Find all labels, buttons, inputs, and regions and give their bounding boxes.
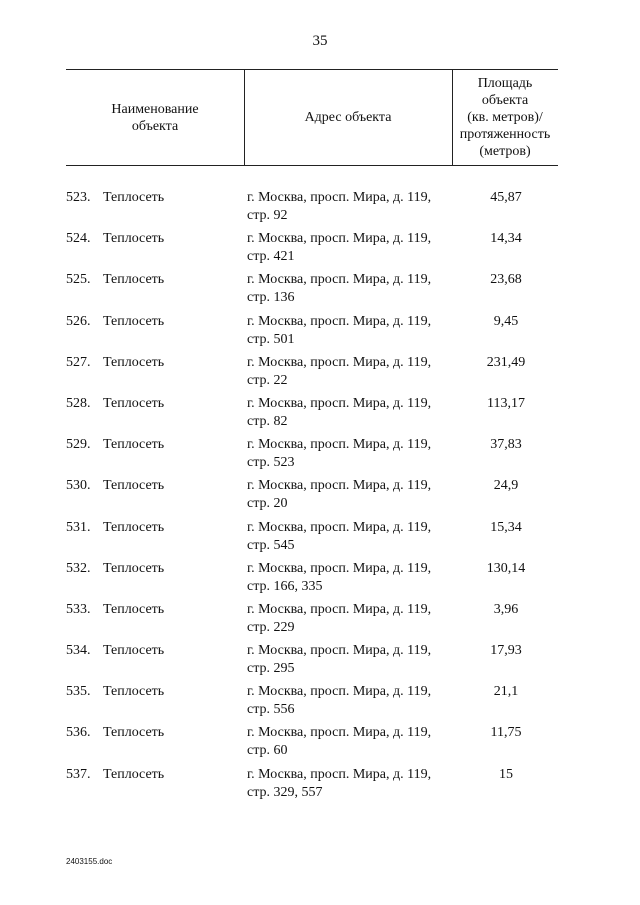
row-number: 528. — [66, 395, 91, 411]
row-object-name: Теплосеть — [103, 601, 165, 617]
row-area: 37,83 — [490, 437, 522, 453]
row-address — [247, 601, 462, 637]
row-address — [247, 189, 462, 225]
row-address-line: г. Москва, просп. Мира, д. 119, — [247, 766, 432, 782]
row-number: 533. — [66, 601, 91, 617]
row-address — [247, 766, 462, 802]
row-area: 45,87 — [490, 190, 522, 205]
row-object-name: Теплосеть — [103, 725, 165, 741]
table-row — [0, 477, 640, 518]
row-number: 525. — [66, 272, 91, 288]
row-number: 526. — [66, 313, 91, 329]
row-address-line: г. Москва, просп. Мира, д. 119, — [247, 190, 432, 205]
row-address-line: г. Москва, просп. Мира, д. 119, — [247, 725, 432, 741]
row-address-line: стр. 82 — [247, 413, 288, 429]
row-address-line: стр. 20 — [247, 496, 288, 512]
row-object-name: Теплосеть — [103, 684, 165, 700]
table-row — [0, 271, 640, 312]
row-area: 3,96 — [493, 601, 519, 617]
row-number: 537. — [66, 766, 91, 782]
row-object-name: Теплосеть — [103, 560, 165, 576]
row-number: 530. — [66, 478, 91, 494]
header-object-area — [452, 70, 558, 165]
row-address — [247, 560, 462, 596]
row-address-line: г. Москва, просп. Мира, д. 119, — [247, 354, 432, 370]
row-address — [247, 230, 462, 266]
table-row — [0, 230, 640, 271]
row-number: 532. — [66, 560, 91, 576]
row-address-line: стр. 136 — [247, 290, 295, 306]
row-address — [247, 683, 462, 719]
row-number: 534. — [66, 643, 91, 659]
header-area-line: Площадь — [477, 76, 533, 91]
row-object-name: Теплосеть — [103, 190, 165, 205]
row-area: 15 — [499, 766, 513, 782]
table-body — [0, 189, 640, 807]
row-number: 523. — [66, 190, 91, 205]
row-address-line: стр. 501 — [247, 331, 295, 347]
row-address-line: стр. 556 — [247, 702, 295, 718]
row-area: 24,9 — [493, 478, 519, 494]
row-address-line: стр. 22 — [247, 372, 288, 388]
table-row — [0, 724, 640, 765]
row-address — [247, 519, 462, 555]
row-object-name: Теплосеть — [103, 766, 165, 782]
row-address-line: стр. 166, 335 — [247, 578, 323, 594]
row-area: 15,34 — [490, 519, 522, 535]
row-address-line: г. Москва, просп. Мира, д. 119, — [247, 231, 432, 247]
table-row — [0, 436, 640, 477]
row-object-name: Теплосеть — [103, 395, 165, 411]
row-address-line: г. Москва, просп. Мира, д. 119, — [247, 272, 432, 288]
row-address-line: стр. 545 — [247, 537, 295, 553]
header-name-line: объекта — [131, 118, 179, 134]
row-object-name: Теплосеть — [103, 437, 165, 453]
row-number: 536. — [66, 725, 91, 741]
row-object-name: Теплосеть — [103, 354, 165, 370]
row-address-line: г. Москва, просп. Мира, д. 119, — [247, 601, 432, 617]
row-address-line: г. Москва, просп. Мира, д. 119, — [247, 437, 432, 453]
table-row — [0, 354, 640, 395]
row-address — [247, 354, 462, 390]
row-address-line: стр. 60 — [247, 743, 288, 759]
row-object-name: Теплосеть — [103, 519, 165, 535]
row-address-line: г. Москва, просп. Мира, д. 119, — [247, 519, 432, 535]
table-row — [0, 395, 640, 436]
row-address — [247, 642, 462, 678]
table-row — [0, 766, 640, 807]
row-object-name: Теплосеть — [103, 478, 165, 494]
row-address — [247, 477, 462, 513]
header-address-label: Адрес объекта — [304, 110, 392, 125]
footer-filename: 2403155.doc — [66, 857, 113, 866]
row-address — [247, 313, 462, 349]
row-number: 531. — [66, 519, 91, 535]
row-number: 524. — [66, 231, 91, 247]
row-area: 11,75 — [490, 725, 522, 741]
table-row — [0, 560, 640, 601]
row-area: 231,49 — [486, 354, 526, 370]
row-object-name: Теплосеть — [103, 272, 165, 288]
row-area: 14,34 — [490, 231, 522, 247]
row-address — [247, 395, 462, 431]
header-area-line: (метров) — [479, 144, 531, 159]
row-address — [247, 436, 462, 472]
row-object-name: Теплосеть — [103, 313, 165, 329]
header-name-line: Наименование — [111, 101, 199, 117]
header-area-line: (кв. метров)/ — [467, 110, 543, 125]
row-area: 23,68 — [490, 272, 522, 288]
row-address — [247, 271, 462, 307]
row-address-line: стр. 523 — [247, 455, 295, 471]
table-row — [0, 683, 640, 724]
row-object-name: Теплосеть — [103, 643, 165, 659]
row-address-line: стр. 421 — [247, 249, 295, 265]
row-object-name: Теплосеть — [103, 231, 165, 247]
header-area-line: протяженность — [459, 127, 551, 142]
row-address-line: стр. 329, 557 — [247, 784, 323, 800]
row-area: 21,1 — [493, 684, 519, 700]
row-area: 130,14 — [486, 560, 526, 576]
row-address-line: стр. 295 — [247, 661, 295, 677]
row-address-line: г. Москва, просп. Мира, д. 119, — [247, 478, 432, 494]
row-address-line: стр. 92 — [247, 208, 288, 223]
table-row — [0, 519, 640, 560]
row-area: 9,45 — [493, 313, 519, 329]
table-row — [0, 601, 640, 642]
table-row — [0, 642, 640, 683]
row-address-line: г. Москва, просп. Мира, д. 119, — [247, 643, 432, 659]
row-address-line: г. Москва, просп. Мира, д. 119, — [247, 560, 432, 576]
row-address-line: г. Москва, просп. Мира, д. 119, — [247, 395, 432, 411]
row-area: 113,17 — [487, 395, 525, 411]
page-number: 35 — [312, 33, 328, 49]
row-address — [247, 724, 462, 760]
header-object-name — [66, 70, 244, 165]
table-header — [66, 69, 558, 166]
table-row — [0, 313, 640, 354]
header-object-address — [244, 70, 452, 165]
row-address-line: стр. 229 — [247, 619, 295, 635]
row-number: 535. — [66, 684, 91, 700]
row-address-line: г. Москва, просп. Мира, д. 119, — [247, 684, 432, 700]
row-number: 529. — [66, 437, 91, 453]
row-area: 17,93 — [490, 643, 522, 659]
row-address-line: г. Москва, просп. Мира, д. 119, — [247, 313, 432, 329]
header-area-line: объекта — [481, 93, 529, 108]
table-row — [0, 189, 640, 230]
row-number: 527. — [66, 354, 91, 370]
